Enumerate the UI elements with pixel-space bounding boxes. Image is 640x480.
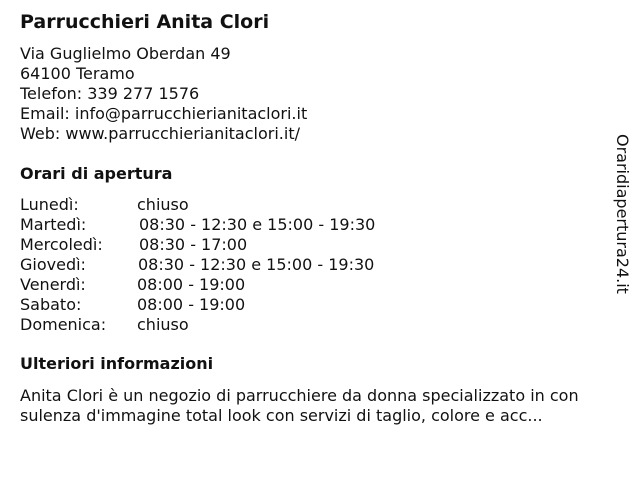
day-label: Martedì: <box>20 215 87 234</box>
info-line: Anita Clori è un negozio di parrucchiere da donna specializzato in con <box>20 386 579 405</box>
street-address: Via Guglielmo Oberdan 49 <box>20 44 231 63</box>
address-block <box>20 44 307 144</box>
day-label: Giovedì: <box>20 255 86 274</box>
day-hours: chiuso <box>137 195 189 214</box>
day-label: Mercoledì: <box>20 235 103 254</box>
city-address: 64100 Teramo <box>20 64 135 83</box>
website-url: Web: www.parrucchierianitaclori.it/ <box>20 124 300 143</box>
day-label: Sabato: <box>20 295 82 314</box>
opening-hours-heading: Orari di apertura <box>20 164 173 183</box>
day-hours: 08:00 - 19:00 <box>137 295 246 314</box>
info-line: sulenza d'immagine total look con servizi di taglio, colore e acc... <box>20 406 543 425</box>
email-address: Email: info@parrucchierianitaclori.it <box>20 104 308 123</box>
day-hours: 08:30 - 12:30 e 15:00 - 19:30 <box>138 255 375 274</box>
additional-info-heading: Ulteriori informazioni <box>20 354 214 373</box>
day-label: Lunedì: <box>20 195 79 214</box>
additional-info-text <box>20 386 630 426</box>
day-label: Domenica: <box>20 315 107 334</box>
day-hours: 08:30 - 17:00 <box>139 235 248 254</box>
site-watermark: Oraridiapertura24.it <box>613 134 632 294</box>
business-name: Parrucchieri Anita Clori <box>20 11 270 33</box>
day-hours: 08:00 - 19:00 <box>137 275 246 294</box>
day-label: Venerdì: <box>20 275 86 294</box>
day-hours: chiuso <box>137 315 189 334</box>
phone-number: Telefon: 339 277 1576 <box>20 84 200 103</box>
day-hours: 08:30 - 12:30 e 15:00 - 19:30 <box>139 215 376 234</box>
